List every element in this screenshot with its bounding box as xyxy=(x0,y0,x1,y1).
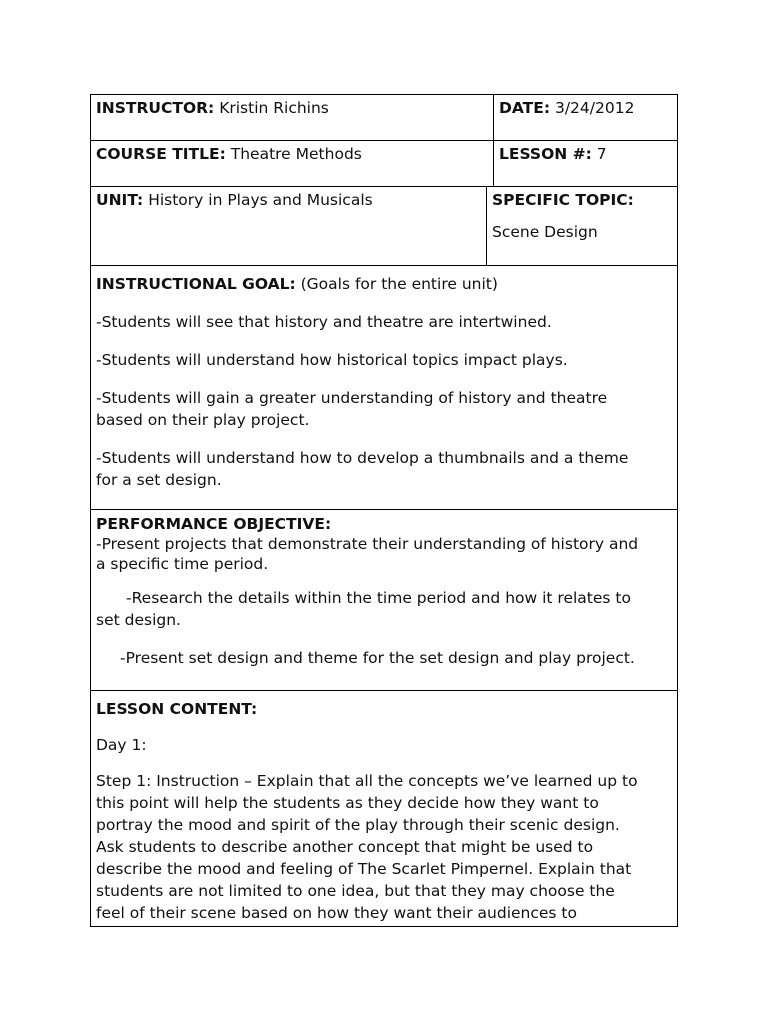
instructor-value: Kristin Richins xyxy=(219,99,329,117)
lesson-content-row xyxy=(91,691,677,927)
unit-value: History in Plays and Musicals xyxy=(148,191,373,209)
date-value: 3/24/2012 xyxy=(554,99,635,117)
instructor-cell xyxy=(91,95,494,140)
instructional-goal-row xyxy=(91,266,677,510)
specific-topic-label: SPECIFIC TOPIC: xyxy=(492,191,634,209)
instructor-row xyxy=(91,95,677,141)
date-label: DATE: xyxy=(499,99,551,117)
specific-topic-cell xyxy=(487,187,677,265)
research-line: -Research the details within the time period and how it relates to xyxy=(126,589,631,607)
performance-objective-line: -Present projects that demonstrate their understanding of history and xyxy=(96,535,639,553)
instructional-goal-label: INSTRUCTIONAL GOAL: xyxy=(96,275,296,293)
research-line-continued: set design. xyxy=(96,611,181,629)
goal-item: -Students will see that history and theatre are intertwined. xyxy=(96,313,552,331)
specific-topic-value: Scene Design xyxy=(492,223,598,241)
unit-row xyxy=(91,187,677,266)
course-value: Theatre Methods xyxy=(230,145,362,163)
goal-item: -Students will gain a greater understanding of history and theatre xyxy=(96,389,608,407)
day-label: Day 1: xyxy=(96,736,147,754)
course-cell xyxy=(91,141,494,186)
performance-objective-row xyxy=(91,510,677,691)
step-line: this point will help the students as they decide how they want to xyxy=(96,794,599,812)
step-line: Step 1: Instruction – Explain that all the concepts we’ve learned up to xyxy=(96,772,638,790)
goal-item: -Students will understand how historical topics impact plays. xyxy=(96,351,568,369)
step-line: portray the mood and spirit of the play through their scenic design. xyxy=(96,816,620,834)
course-label: COURSE TITLE: xyxy=(96,145,226,163)
performance-objective-label: PERFORMANCE OBJECTIVE: xyxy=(96,515,332,533)
lesson-plan-table xyxy=(90,94,678,927)
lesson-number-value: 7 xyxy=(596,145,607,163)
goal-item: -Students will understand how to develop a thumbnails and a theme xyxy=(96,449,629,467)
present-line: -Present set design and theme for the set design and play project. xyxy=(120,649,635,667)
step-line: feel of their scene based on how they want their audiences to xyxy=(96,904,577,922)
instructor-label: INSTRUCTOR: xyxy=(96,99,215,117)
date-cell xyxy=(494,95,677,140)
unit-cell xyxy=(91,187,487,265)
step-line: describe the mood and feeling of The Scarlet Pimpernel. Explain that xyxy=(96,860,632,878)
lesson-number-label: LESSON #: xyxy=(499,145,592,163)
step-paragraph xyxy=(96,770,672,924)
lesson-number-cell xyxy=(494,141,677,186)
step-line: students are not limited to one idea, but that they may choose the xyxy=(96,882,615,900)
course-row xyxy=(91,141,677,187)
lesson-content-label: LESSON CONTENT: xyxy=(96,700,258,718)
instructional-goal-note: (Goals for the entire unit) xyxy=(300,275,498,293)
performance-objective-line: a specific time period. xyxy=(96,555,269,573)
goal-item-continued: based on their play project. xyxy=(96,411,310,429)
unit-label: UNIT: xyxy=(96,191,144,209)
goal-item-continued: for a set design. xyxy=(96,471,222,489)
step-line: Ask students to describe another concept that might be used to xyxy=(96,838,594,856)
